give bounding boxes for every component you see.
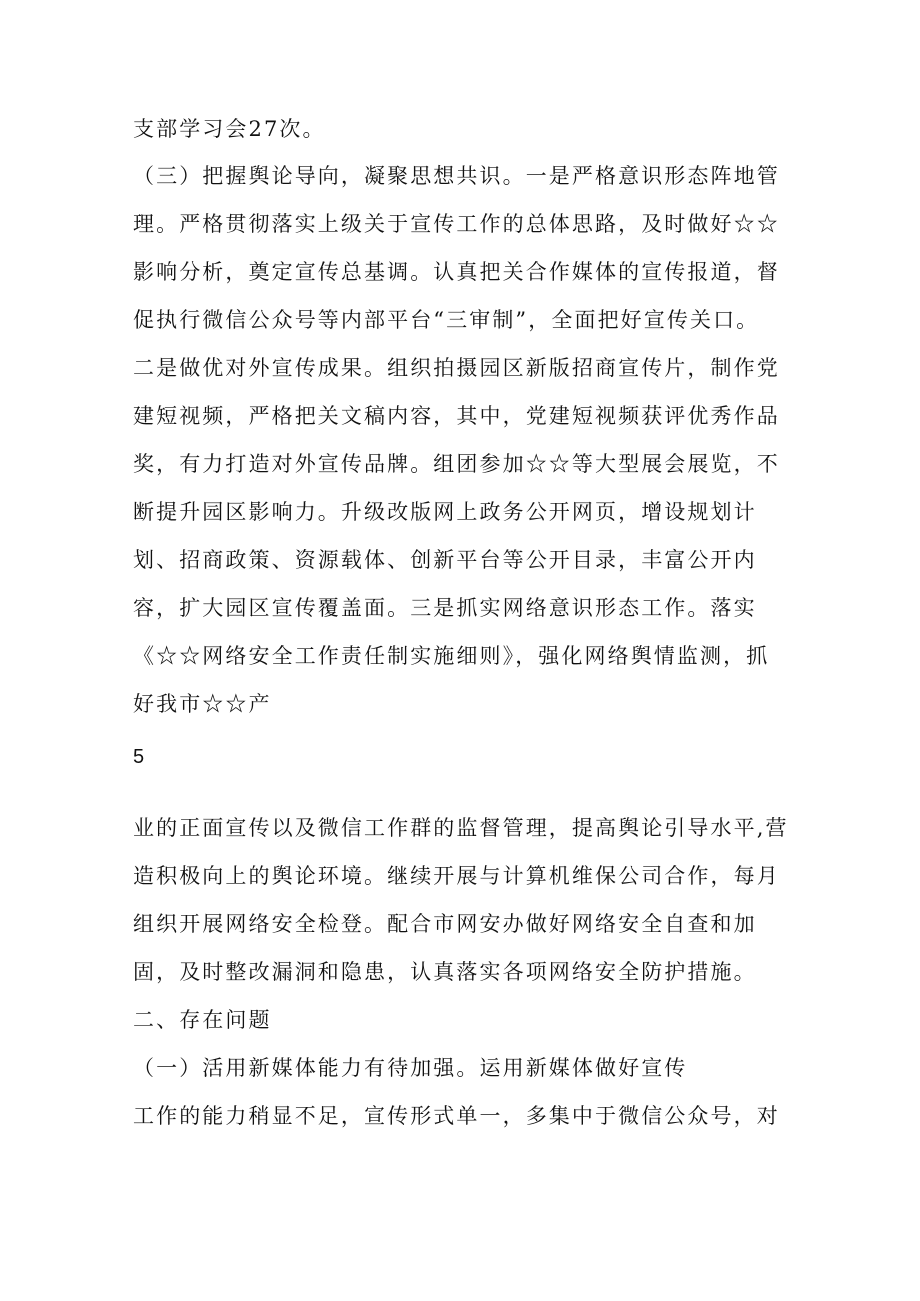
text-line: （一）活用新媒体能力有待加强。运用新媒体做好宣传 [133,1056,688,1080]
text-line: 促执行微信公众号等内部平台“三审制”，全面把好宣传关口。 [133,308,760,332]
text-line: （三）把握舆论导向，凝聚思想共识。一是严格意识形态阵地管 [133,164,780,188]
text-line: 断提升园区影响力。升级改版网上政务公开网页，增设规划计 [133,500,757,524]
text-line: 划、招商政策、资源载体、创新平台等公开目录，丰富公开内 [133,548,757,572]
text-line: 容，扩大园区宣传覆盖面。三是抓实网络意识形态工作。落实 [133,596,757,620]
text-line: 影响分析，奠定宣传总基调。认真把关合作媒体的宣传报道，督 [133,260,780,284]
text-line: 固，及时整改漏洞和隐患，认真落实各项网络安全防护措施。 [133,960,757,984]
text-line: 造积极向上的舆论环境。继续开展与计算机维保公司合作，每月 [133,864,780,888]
text-line: 建短视频，严格把关文稿内容，其中，党建短视频获评优秀作品 [133,404,780,428]
text-line: 好我市☆☆产 [133,692,272,716]
text-line: 支部学习会27次。 [133,117,326,141]
text-line: 理。严格贯彻落实上级关于宣传工作的总体思路，及时做好☆☆ [133,212,780,236]
text-line: 《☆☆网络安全工作责任制实施细则》，强化网络舆情监测，抓 [133,644,770,668]
page-number: 5 [133,746,145,768]
section-heading: 二、存在问题 [133,1008,272,1032]
text-line: 业的正面宣传以及微信工作群的监督管理，提高舆论引导水平,营 [133,816,789,840]
text-line: 奖，有力打造对外宣传品牌。组团参加☆☆等大型展会展览，不 [133,452,780,476]
text-line: 二是做优对外宣传成果。组织拍摄园区新版招商宣传片，制作党 [133,356,780,380]
text-line: 组织开展网络安全检登。配合市网安办做好网络安全自查和加 [133,912,757,936]
text-line: 工作的能力稍显不足，宣传形式单一，多集中于微信公众号，对 [133,1104,780,1128]
